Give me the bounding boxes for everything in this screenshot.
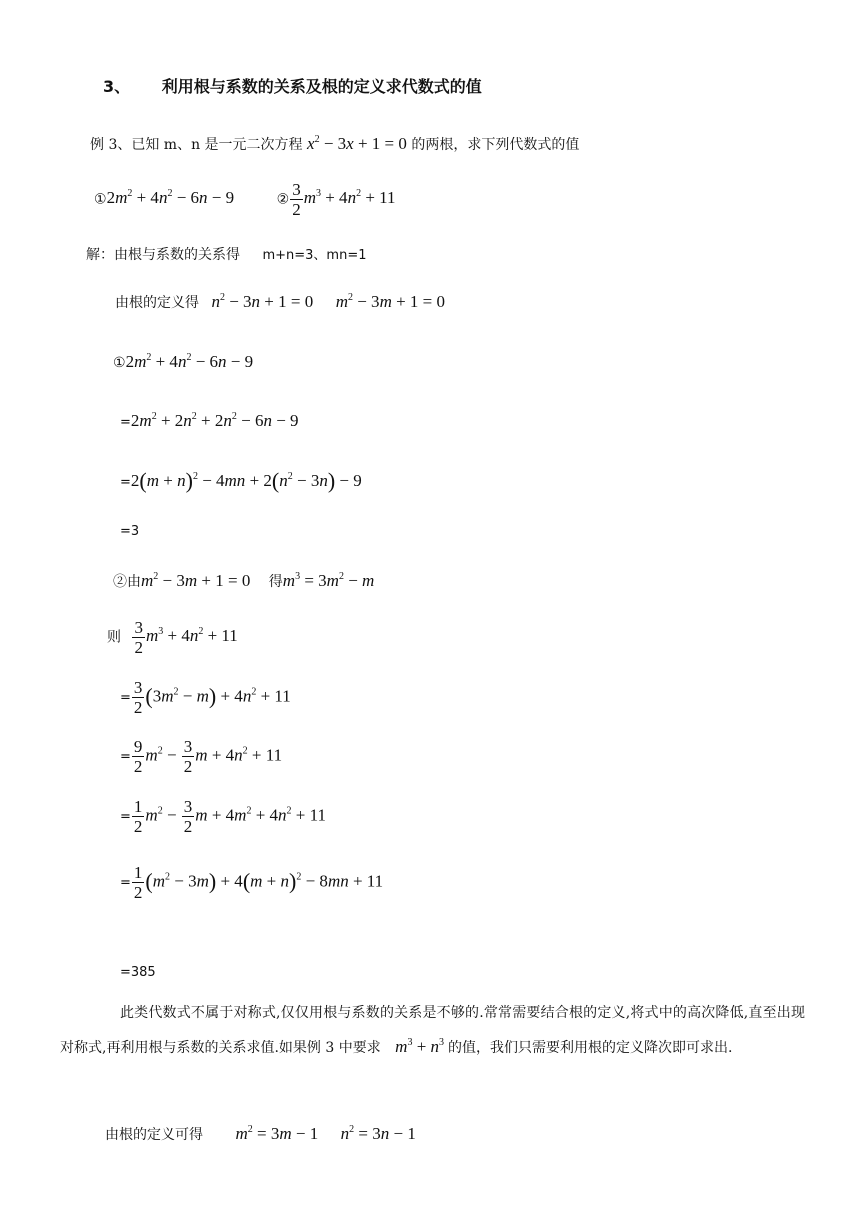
part2-expression: $\frac{3}{2}$ $m^3 + 4n^2 + 11$ — [134, 618, 238, 657]
part1-step1: $=2m^2 + 2n^2 + 2n^2 - 6n - 9$ — [120, 411, 299, 430]
part2-step1: = $\frac{3}{2}$ $(3m^2 - m) + 4n^2 + 11$ — [120, 678, 291, 717]
part2-step4: = $\frac{1}{2}$ $(m^2 - 3m) + 4(m + n)^2 - 8mn + 11$ — [120, 863, 384, 902]
example-suffix: 的两根，求下列代数式的值 — [411, 137, 580, 153]
part2-mid: 得 — [268, 574, 283, 590]
item1-marker: ① — [94, 191, 107, 208]
item2-marker: ② — [276, 191, 290, 208]
section-number: 3、 — [103, 77, 131, 96]
section-title: 利用根与系数的关系及根的定义求代数式的值 — [161, 77, 482, 96]
part2-step3: = $\frac{1}{2}$ $m^2$ − $\frac{3}{2}$ $m + 4m^2 + 4n^2 + 11$ — [120, 797, 326, 836]
then-label: 则 — [107, 629, 121, 646]
part2-cube: $m^3 = 3m^2 - m$ — [282, 571, 375, 590]
part2-condition: $m^2 - 3m + 1 = 0$ — [141, 571, 251, 590]
final-n-relation: $n^2 = 3n - 1$ — [340, 1124, 416, 1143]
section-heading — [103, 74, 482, 97]
solution-label-line — [86, 244, 366, 264]
item1-expression: $2m^2 + 4n^2 - 6n - 9$ — [106, 188, 235, 208]
part1-step2: $=2(m + n)^2 - 4mn + 2(n^2 - 3n) - 9$ — [120, 468, 362, 493]
cube-sum-expression: $m^3 + n^3$ — [395, 1037, 445, 1056]
item2-expression: $\frac{3}{2}$ $m^3 + 4n^2 + 11$ — [292, 180, 396, 219]
final-label: 由根的定义可得 — [105, 1127, 203, 1143]
quadratic-equation: $x^2 - 3x + 1 = 0$ — [307, 134, 407, 153]
part2-prefix: ②由 — [113, 574, 141, 590]
root-def-m: $m^2 - 3m + 1 = 0$ — [335, 292, 446, 311]
example-prefix: 例 3、已知 m、n 是一元二次方程 — [90, 137, 303, 153]
final-line — [105, 1124, 416, 1144]
root-def-n: $n^2 - 3n + 1 = 0$ — [211, 292, 314, 311]
part2-line — [113, 571, 374, 591]
paragraph-text-b: 的值，我们只需要利用根的定义降次即可求出. — [448, 1040, 733, 1056]
paragraph-text-a: 此类代数式不属于对称式,仅仅用根与系数的关系是不够的.常常需要结合根的定义,将式中的高次降低,直至出现对称式,再利用根与系数的关系求值.如果例 3 中要求 — [60, 1005, 805, 1056]
part1-marker: ① — [113, 355, 126, 371]
part2-step2: = $\frac{9}{2}$ $m^2$ − $\frac{3}{2}$ $m + 4n^2 + 11$ — [120, 737, 283, 776]
example-statement — [90, 134, 579, 154]
part1-result: =3 — [120, 524, 140, 539]
part2-result: =385 — [120, 965, 156, 980]
root-definition-line — [115, 292, 445, 312]
then-line — [107, 618, 238, 657]
example-items — [94, 180, 396, 219]
root-def-label: 由根的定义得 — [115, 295, 199, 311]
final-m-relation: $m^2 = 3m - 1$ — [235, 1124, 319, 1143]
solution-label: 解：由根与系数的关系得 — [86, 247, 240, 263]
vieta-relations: m+n=3、mn=1 — [262, 248, 367, 263]
part1-expression: $①2m^2 + 4n^2 - 6n - 9$ — [113, 352, 254, 371]
explanation-paragraph — [60, 996, 805, 1065]
